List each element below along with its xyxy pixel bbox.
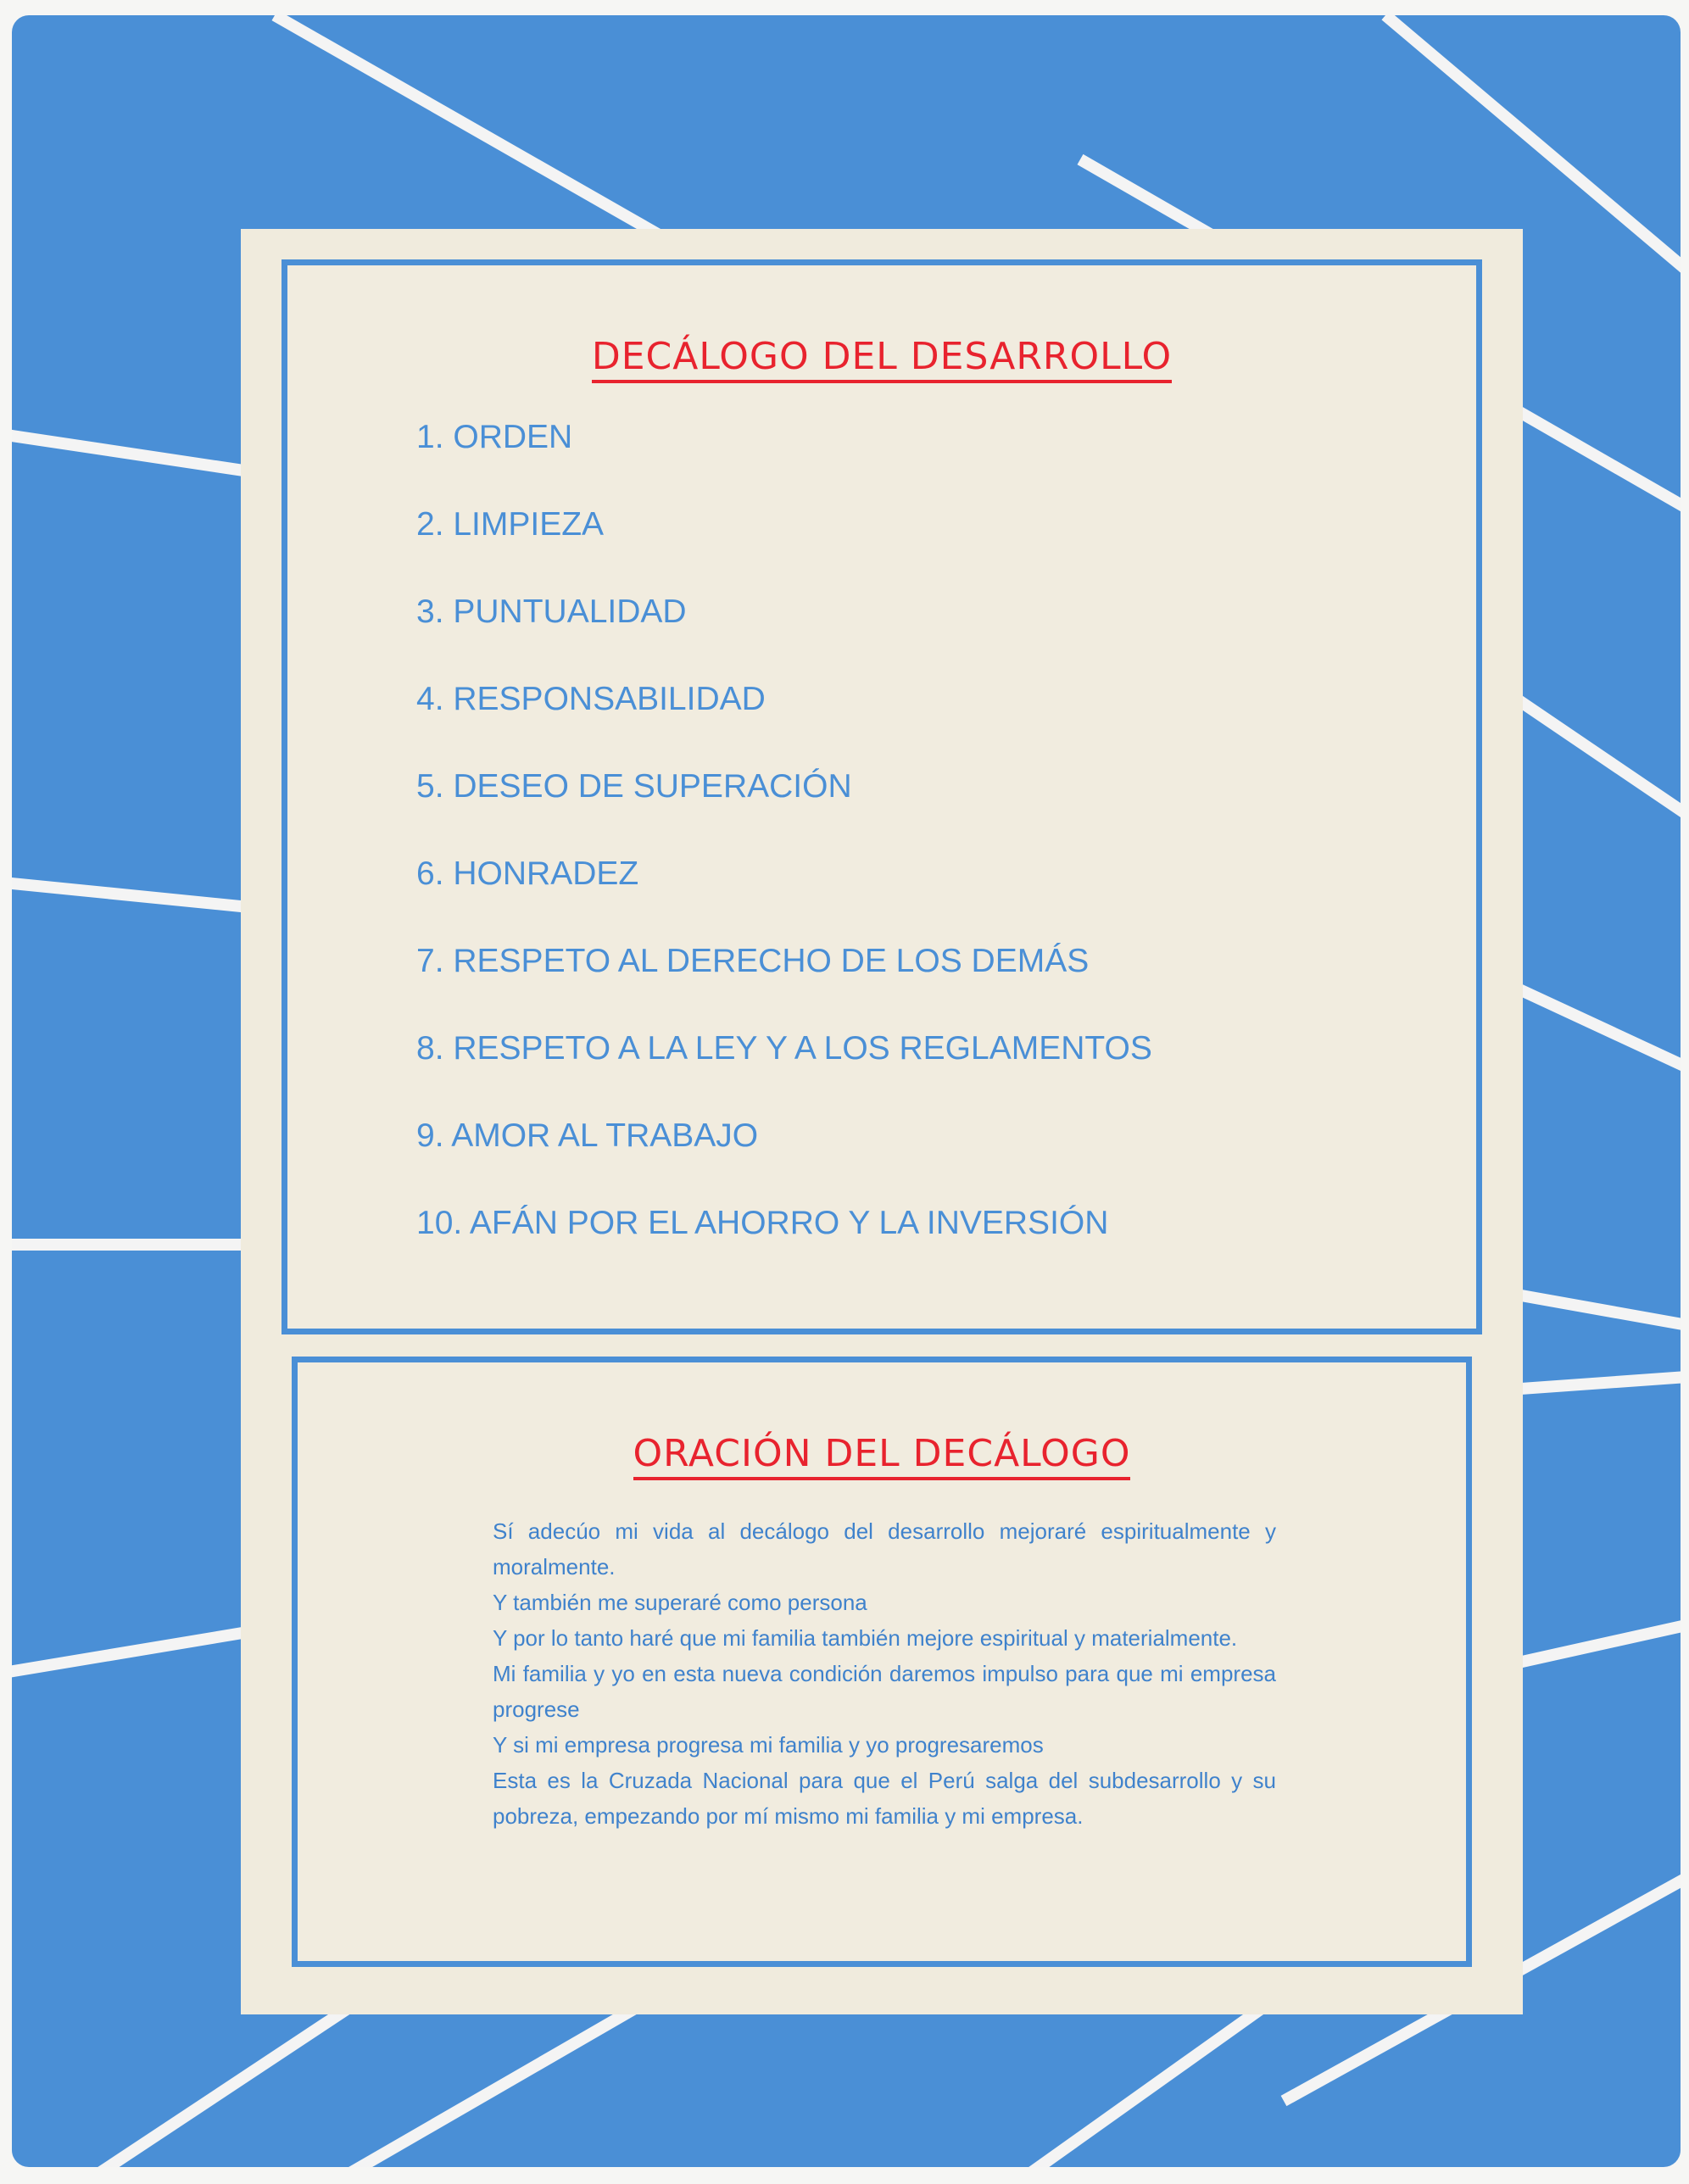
oracion-title-text: ORACIÓN DEL DECÁLOGO — [633, 1432, 1131, 1480]
oracion-paragraph: Mi familia y yo en esta nueva condición daremos impulso para que mi empresa progrese — [493, 1661, 1276, 1722]
decalogo-list — [416, 416, 1152, 1290]
oracion-paragraph: Esta es la Cruzada Nacional para que el Perú salga del subdesarrollo y su pobreza, empezando por mí mismo mi familia y mi empresa. — [493, 1768, 1276, 1829]
decalogo-item: 8. RESPETO A LA LEY Y A LOS REGLAMENTOS — [416, 1030, 1152, 1067]
oracion-paragraph: Y si mi empresa progresa mi familia y yo progresaremos — [493, 1732, 1044, 1758]
oracion-panel — [292, 1357, 1472, 1967]
decalogo-panel — [282, 259, 1482, 1334]
decalogo-item: 10. AFÁN POR EL AHORRO Y LA INVERSIÓN — [416, 1205, 1109, 1241]
oracion-paragraph: Sí adecúo mi vida al decálogo del desarrollo mejoraré espiritualmente y moralmente. — [493, 1518, 1276, 1580]
decalogo-title — [287, 335, 1476, 378]
oracion-paragraph: Y también me superaré como persona — [493, 1590, 867, 1615]
blue-background — [12, 15, 1681, 2167]
decalogo-item: 3. PUNTUALIDAD — [416, 593, 687, 630]
oracion-title — [298, 1432, 1466, 1475]
decalogo-item: 4. RESPONSABILIDAD — [416, 681, 766, 717]
oracion-text — [493, 1513, 1276, 1834]
decalogo-item: 1. ORDEN — [416, 419, 573, 455]
decalogo-item: 6. HONRADEZ — [416, 855, 639, 892]
decalogo-item: 5. DESEO DE SUPERACIÓN — [416, 768, 852, 805]
oracion-paragraph: Y por lo tanto haré que mi familia también mejore espiritual y materialmente. — [493, 1625, 1238, 1651]
decalogo-item: 7. RESPETO AL DERECHO DE LOS DEMÁS — [416, 943, 1090, 979]
decalogo-title-text: DECÁLOGO DEL DESARROLLO — [592, 335, 1172, 383]
decalogo-item: 9. AMOR AL TRABAJO — [416, 1117, 759, 1154]
cream-card — [241, 229, 1523, 2014]
decalogo-item: 2. LIMPIEZA — [416, 506, 605, 543]
